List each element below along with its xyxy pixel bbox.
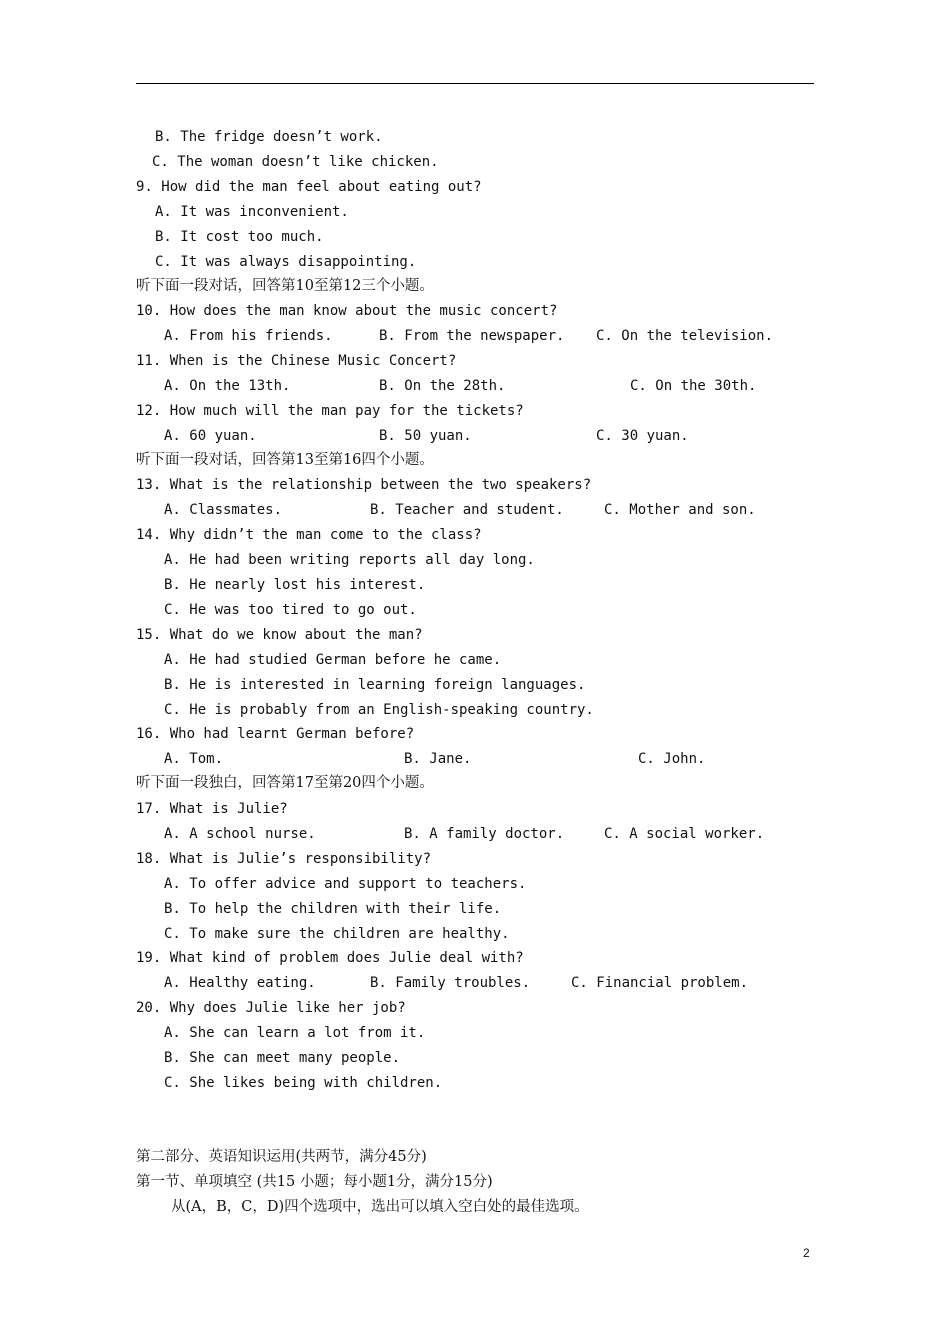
- option-line: C. He is probably from an English-speaking country.: [164, 702, 594, 718]
- option-line: B. He is interested in learning foreign languages.: [164, 677, 586, 693]
- question-line: 13. What is the relationship between the two speakers?: [136, 477, 592, 493]
- option-a: A. From his friends.: [164, 328, 333, 344]
- option-a: A. A school nurse.: [164, 826, 316, 842]
- option-b: B. From the newspaper.: [379, 328, 565, 344]
- question-line: 16. Who had learnt German before?: [136, 726, 415, 742]
- section-instruction: 从(A，B，C，D)四个选项中，选出可以填入空白处的最佳选项。: [171, 1199, 589, 1215]
- question-line: 18. What is Julie’s responsibility?: [136, 851, 432, 867]
- option-line: B. He nearly lost his interest.: [164, 577, 426, 593]
- question-line: 14. Why didn’t the man come to the class?: [136, 527, 482, 543]
- option-b: B. Teacher and student.: [370, 502, 564, 518]
- question-line: 15. What do we know about the man?: [136, 627, 423, 643]
- option-c: C. On the television.: [596, 328, 774, 344]
- option-line: B. It cost too much.: [155, 229, 324, 245]
- option-b: B. Jane.: [404, 751, 472, 767]
- option-line: B. To help the children with their life.: [164, 901, 502, 917]
- section-heading: 第一节、单项填空 (共15 小题；每小题1分，满分15分): [136, 1174, 493, 1190]
- option-c: C. A social worker.: [604, 826, 765, 842]
- option-line: C. She likes being with children.: [164, 1075, 443, 1091]
- option-a: A. On the 13th.: [164, 378, 291, 394]
- option-c: C. Financial problem.: [571, 975, 749, 991]
- option-a: A. Healthy eating.: [164, 975, 316, 991]
- question-line: 20. Why does Julie like her job?: [136, 1000, 406, 1016]
- part-heading: 第二部分、英语知识运用(共两节，满分45分): [136, 1149, 427, 1165]
- option-line: B. She can meet many people.: [164, 1050, 401, 1066]
- option-a: A. Tom.: [164, 751, 224, 767]
- header-rule: [136, 83, 814, 84]
- option-b: B. Family troubles.: [370, 975, 531, 991]
- option-line: A. She can learn a lot from it.: [164, 1025, 426, 1041]
- option-line: C. The woman doesn’t like chicken.: [152, 154, 439, 170]
- question-line: 19. What kind of problem does Julie deal with?: [136, 950, 524, 966]
- section-instruction: 听下面一段独白，回答第17至第20四个小题。: [136, 775, 434, 791]
- option-line: C. He was too tired to go out.: [164, 602, 417, 618]
- question-line: 9. How did the man feel about eating out?: [136, 179, 482, 195]
- option-c: C. Mother and son.: [604, 502, 756, 518]
- option-b: B. A family doctor.: [404, 826, 565, 842]
- option-b: B. On the 28th.: [379, 378, 506, 394]
- section-instruction: 听下面一段对话，回答第13至第16四个小题。: [136, 452, 434, 468]
- question-line: 12. How much will the man pay for the tickets?: [136, 403, 524, 419]
- option-line: C. It was always disappointing.: [155, 254, 417, 270]
- option-c: C. 30 yuan.: [596, 428, 689, 444]
- option-a: A. 60 yuan.: [164, 428, 257, 444]
- option-a: A. Classmates.: [164, 502, 283, 518]
- option-c: C. On the 30th.: [630, 378, 757, 394]
- option-line: B. The fridge doesn’t work.: [155, 129, 383, 145]
- option-line: C. To make sure the children are healthy.: [164, 926, 510, 942]
- question-line: 17. What is Julie?: [136, 801, 288, 817]
- option-b: B. 50 yuan.: [379, 428, 472, 444]
- option-line: A. It was inconvenient.: [155, 204, 349, 220]
- question-line: 11. When is the Chinese Music Concert?: [136, 353, 457, 369]
- page-number: 2: [803, 1246, 810, 1260]
- section-instruction: 听下面一段对话，回答第10至第12三个小题。: [136, 278, 434, 294]
- option-line: A. He had been writing reports all day long.: [164, 552, 535, 568]
- question-line: 10. How does the man know about the music concert?: [136, 303, 558, 319]
- option-c: C. John.: [638, 751, 706, 767]
- option-line: A. He had studied German before he came.: [164, 652, 502, 668]
- option-line: A. To offer advice and support to teachers.: [164, 876, 527, 892]
